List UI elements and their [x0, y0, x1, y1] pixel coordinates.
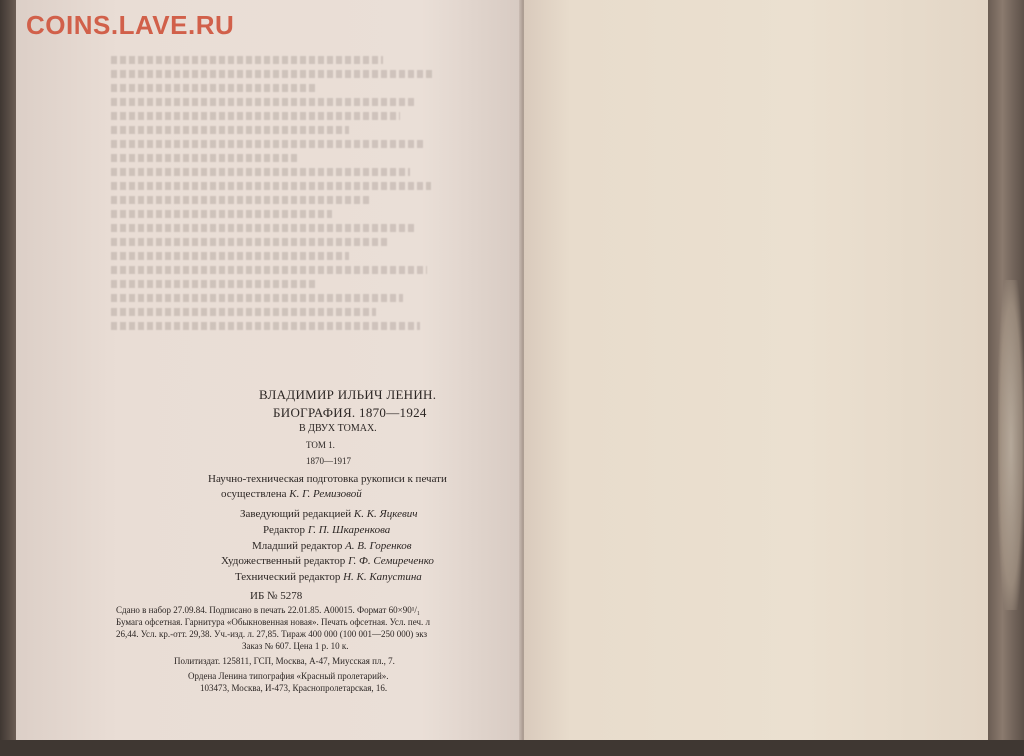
book-author: ВЛАДИМИР ИЛЬИЧ ЛЕНИН.	[259, 387, 437, 402]
imprint-line-1: Сдано в набор 27.09.84. Подписано в печать 22.01.85. А00015. Формат 60×90¹/₁	[116, 605, 421, 615]
bleed-through-text	[111, 50, 451, 336]
credit-junior-editor: Младший редактор А. В. Горенков	[252, 540, 412, 552]
imprint-line-2: Бумага офсетная. Гарнитура «Обыкновенная новая». Печать офсетная. Усл. печ. л	[116, 617, 431, 627]
ib-number: ИБ № 5278	[250, 590, 303, 602]
book-title: БИОГРАФИЯ. 1870—1924	[273, 405, 427, 420]
volumes-note: В ДВУХ ТОМАХ.	[299, 423, 377, 434]
imprint-order: Заказ № 607. Цена 1 р. 10 к.	[242, 641, 349, 651]
preparation-line-2: осуществлена К. Г. Ремизовой	[221, 488, 362, 500]
publisher-address: Политиздат. 125811, ГСП, Москва, А-47, Миусская пл., 7.	[174, 656, 395, 666]
credit-technical-editor: Технический редактор Н. К. Капустина	[235, 571, 422, 583]
volume-number: ТОМ 1.	[306, 440, 335, 450]
book-cover-left-edge	[0, 0, 16, 740]
volume-years: 1870—1917	[306, 456, 351, 466]
right-page-blank	[524, 0, 988, 740]
imprint-line-3: 26,44. Усл. кр.-отт. 29,38. Уч.-изд. л. 27,85. Тираж 400 000 (100 001—250 000) экз	[116, 629, 428, 639]
credit-head-of-editorial: Заведующий редакцией К. К. Яцкевич	[240, 508, 418, 520]
preparer-name: К. Г. Ремизовой	[289, 488, 362, 500]
scan-bottom-edge	[0, 740, 1024, 756]
printer-address: 103473, Москва, И-473, Краснопролетарская, 16.	[200, 683, 388, 693]
credit-art-editor: Художественный редактор Г. Ф. Семиреченко	[221, 555, 434, 567]
watermark-logo: COINS.LAVE.RU	[26, 10, 235, 40]
book-cover-right-edge	[988, 0, 1024, 756]
left-page	[16, 0, 523, 740]
preparation-line-1: Научно-техническая подготовка рукописи к печати	[208, 473, 447, 485]
credit-editor: Редактор Г. П. Шкаренкова	[263, 524, 391, 536]
printer-name: Ордена Ленина типография «Красный пролетарий».	[188, 671, 389, 681]
